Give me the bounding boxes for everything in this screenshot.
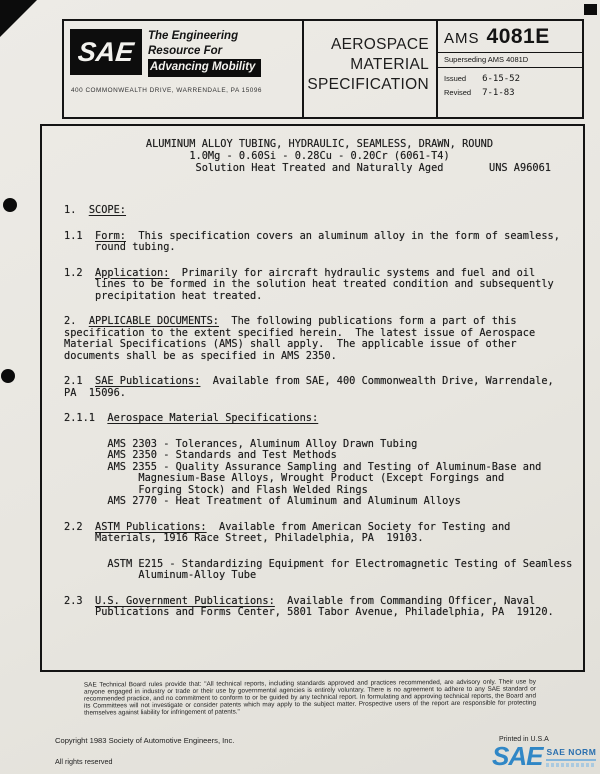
document-type-cell <box>304 21 438 117</box>
letterhead <box>62 19 584 119</box>
spec-title-line1: ALUMINUM ALLOY TUBING, HYDRAULIC, SEAMLESS, DRAWN, ROUND <box>145 138 494 150</box>
body-line: 1. SCOPE: <box>64 204 127 216</box>
tagline-line2: Resource For <box>148 45 223 57</box>
body-line: AMS 2770 - Heat Treatment of Aluminum and Aluminum Alloys <box>107 495 461 507</box>
body-line: precipitation heat treated. <box>95 289 263 302</box>
sae-logo-text: SAE <box>76 36 136 67</box>
revised-row <box>444 86 576 100</box>
spec-code-row <box>438 21 582 53</box>
issued-row <box>444 72 576 86</box>
stamp-text-block <box>546 744 596 767</box>
rights-reserved: All rights reserved <box>55 757 113 766</box>
body-line: 1.2 Application: Primarily for aircraft hydraulic systems and fuel and oil <box>64 266 536 279</box>
stamp-fine-print-mark <box>546 763 596 767</box>
paragraph <box>64 596 575 619</box>
body-line: AMS 2355 - Quality Assurance Sampling and Testing of Aluminum-Base and <box>107 460 542 473</box>
issued-label: Issued <box>444 74 467 83</box>
superseding-note: Superseding AMS 4081D <box>438 53 582 68</box>
body-line: PA 15096. <box>64 386 126 399</box>
stamp-underline <box>546 759 596 761</box>
paragraph <box>64 205 575 217</box>
letterhead-brand-cell <box>64 21 304 117</box>
title-block <box>64 138 575 174</box>
printed-in-usa: Printed in U.S.A <box>499 736 549 743</box>
revised-date: 7-1-83 <box>482 88 515 98</box>
body-line: specification to the extent specified herein. The latest issue of Aerospace <box>64 326 536 339</box>
body-line: 1.1 Form: This specification covers an aluminum alloy in the form of seamless, <box>64 229 560 242</box>
sae-tagline <box>148 29 300 77</box>
tagline-line3: Advancing Mobility <box>148 59 261 77</box>
copyright-notice: Copyright 1983 Society of Automotive Engineers, Inc. <box>55 736 235 745</box>
spec-title-line3: Solution Heat Treated and Naturally Aged <box>195 162 444 174</box>
body-line: ASTM E215 - Standardizing Equipment for Electromagnetic Testing of Seamless <box>107 557 573 570</box>
body-text <box>64 205 575 619</box>
body-line: 2.1.1 Aerospace Material Specifications: <box>64 412 319 424</box>
tagline-line1: The Engineering <box>148 30 239 42</box>
paragraph <box>64 439 575 508</box>
revision-dates <box>438 68 582 104</box>
body-line: 2.2 ASTM Publications: Available from American Society for Testing and <box>64 520 511 533</box>
paragraph <box>64 559 575 582</box>
body-line: Publications and Forms Center, 5801 Tabor Avenue, Philadelphia, PA 19120. <box>95 606 554 618</box>
body-line: Materials, 1916 Race Street, Philadelphia, PA 19103. <box>95 532 424 544</box>
doc-type-line1: AEROSPACE <box>330 36 429 53</box>
scan-corner-mark <box>0 0 37 37</box>
body-line: 2.1 SAE Publications: Available from SAE, 400 Commonwealth Drive, Warrendale, <box>64 375 554 387</box>
punch-hole-mark <box>3 198 17 212</box>
sae-norm-stamp <box>492 741 597 771</box>
doc-type-line2: MATERIAL <box>350 56 429 73</box>
stamp-label: SAE NORM <box>546 747 597 757</box>
body-line: Magnesium-Base Alloys, Wrought Product (Except Forgings and <box>138 472 505 484</box>
body-line: AMS 2350 - Standards and Test Methods <box>107 449 337 461</box>
punch-hole-mark <box>1 369 15 383</box>
scan-edge-mark <box>584 4 597 15</box>
sae-logo <box>70 29 142 75</box>
sae-norm-logo-icon: SAE <box>492 741 543 771</box>
doc-type-line3: SPECIFICATION <box>307 76 429 93</box>
uns-number: UNS A96061 <box>489 162 551 174</box>
sae-address: 400 COMMONWEALTH DRIVE, WARRENDALE, PA 15096 <box>71 87 262 94</box>
issued-date: 6-15-52 <box>482 74 521 84</box>
spec-code-number: 4081E <box>486 25 550 48</box>
body-line: round tubing. <box>95 241 176 253</box>
paragraph <box>64 231 575 254</box>
spec-code-cell <box>438 21 582 117</box>
body-line: 2. APPLICABLE DOCUMENTS: The following publications form a part of this <box>64 315 517 327</box>
body-line: 2.3 U.S. Government Publications: Available from Commanding Officer, Naval <box>64 594 536 607</box>
paragraph <box>64 376 575 399</box>
paragraph <box>64 268 575 303</box>
technical-board-rules: SAE Technical Board rules provide that: "All technical reports, including standards approved and practices recommended, are advisory only. Their use by anyone engaged in industry or trade or their use by governmental agencies is entirely voluntary. There is no agreement to adhere to any SAE standard or recommended practice, and no commitment to conform to or be guided by any technical report. In formulating and approving technical reports, the Board and its Committees will not investigate or consider patents which may apply to the subject matter. Prospective users of the report are responsible for protecting themselves against liability for infringement of patents." <box>83 678 537 717</box>
spec-title-line2: 1.0Mg - 0.60Si - 0.28Cu - 0.20Cr (6061-T4) <box>189 150 450 162</box>
body-line: AMS 2303 - Tolerances, Aluminum Alloy Drawn Tubing <box>107 437 418 450</box>
paragraph <box>64 316 575 362</box>
document-frame <box>40 124 585 672</box>
body-line: lines to be formed in the solution heat treated condition and subsequently <box>95 278 554 290</box>
revised-label: Revised <box>444 88 472 97</box>
paragraph <box>64 413 575 425</box>
paragraph <box>64 522 575 545</box>
body-line: Material Specifications (AMS) shall apply. The applicable issue of other <box>64 338 517 350</box>
body-line: Aluminum-Alloy Tube <box>138 569 257 581</box>
body-line: documents shall be as specified in AMS 2350. <box>64 349 337 362</box>
spec-code-prefix: AMS <box>444 30 480 47</box>
body-line: Forging Stock) and Flash Welded Rings <box>138 483 368 496</box>
